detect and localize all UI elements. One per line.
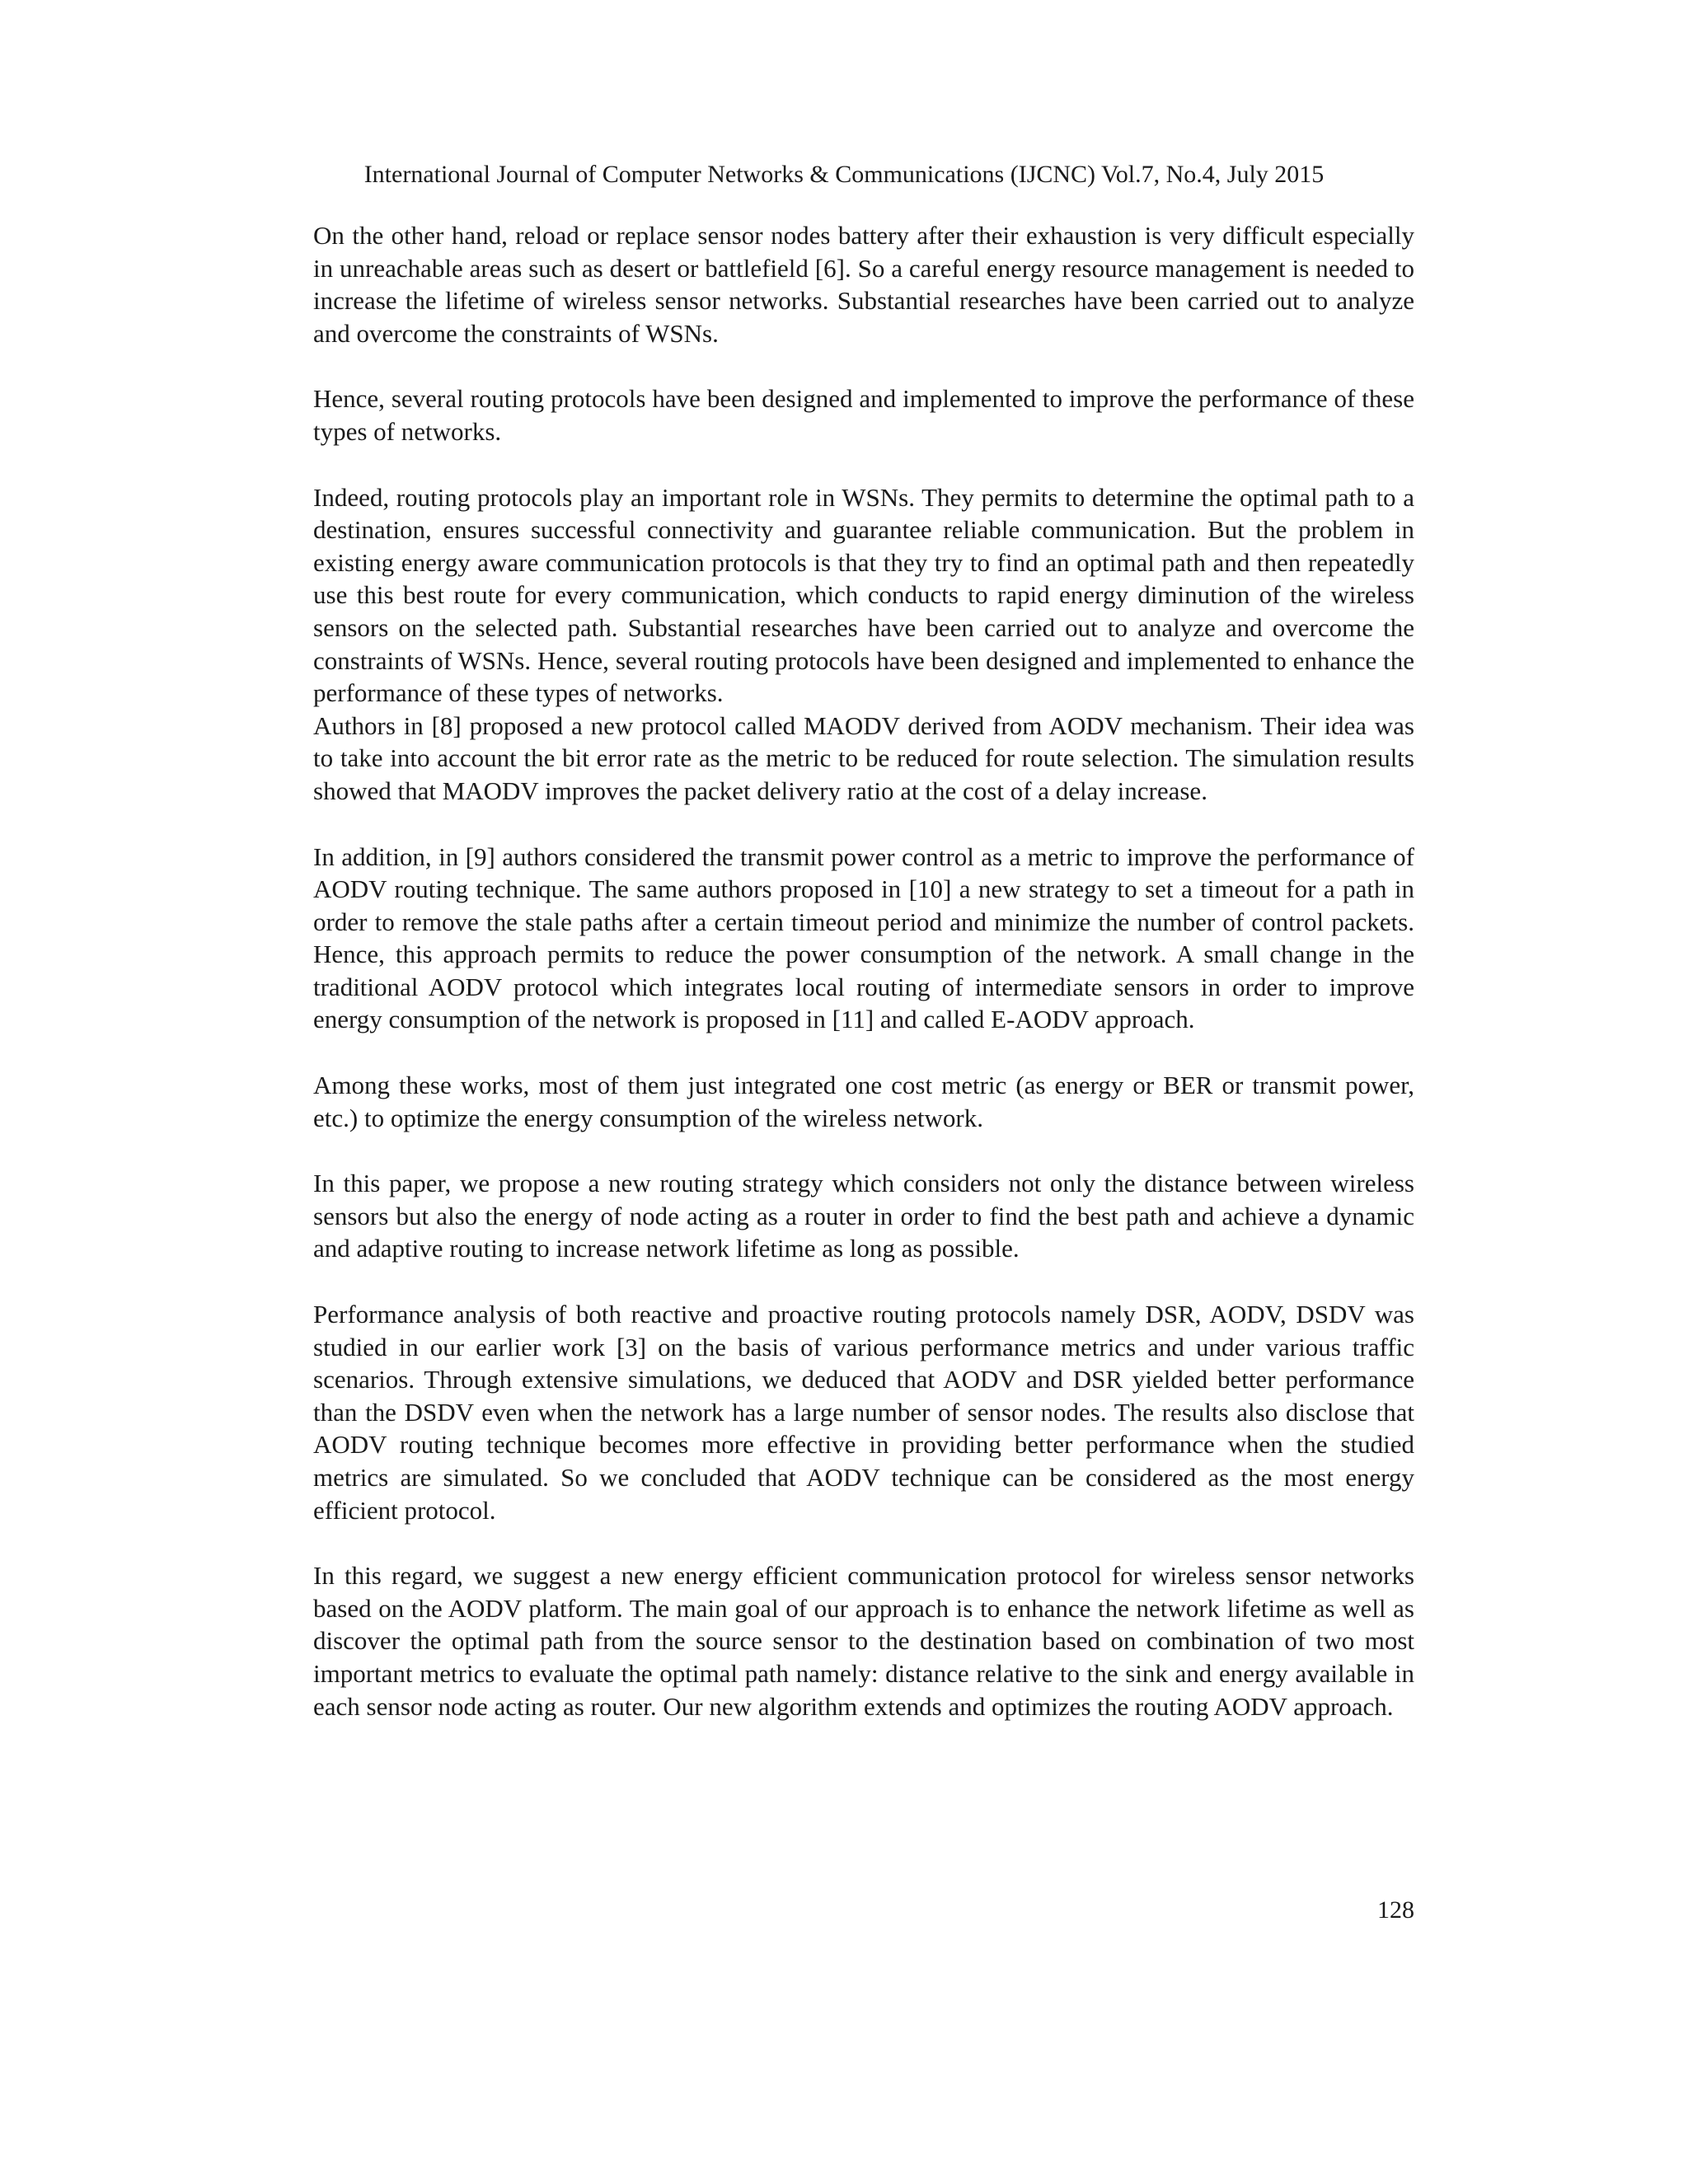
- paragraph-performance-analysis: Performance analysis of both reactive and proactive routing protocols namely DSR, AODV, DSDV was studied in our earlier work [3] on the basis of various performance metrics and under various traffic scenarios. Through extensive simulations, we deduced that AODV and DSR yielded better performance than the DSDV even when the network has a large number of sensor nodes. The results also disclose that AODV routing technique becomes more effective in providing better performance when the studied metrics are simulated. So we concluded that AODV technique can be considered as the most energy efficient protocol.: [313, 1300, 1414, 1525]
- paragraph-maodv: Authors in [8] proposed a new protocol called MAODV derived from AODV mechanism. Their idea was to take into account the bit error rate as the metric to be reduced for route selection. The simulation results showed that MAODV improves the packet delivery ratio at the cost of a delay increase.: [313, 710, 1414, 805]
- paragraph-proposal: In this paper, we propose a new routing strategy which considers not only the distance between wireless sensors but also the energy of node acting as a router in order to find the best path and achieve a dynamic and adaptive routing to increase network lifetime as long as possible.: [313, 1169, 1414, 1263]
- paragraph-new-protocol: In this regard, we suggest a new energy efficient communication protocol for wireless sensor networks based on the AODV platform. The main goal of our approach is to enhance the network lifetime as well as discover the optimal path from the source sensor to the destination based on combination of two most important metrics to evaluate the optimal path namely: distance relative to the sink and energy available in each sensor node acting as router. Our new algorithm extends and optimizes the routing AODV approach.: [313, 1561, 1414, 1721]
- paragraph-routing-protocols-designed: Hence, several routing protocols have been designed and implemented to improve the performance of these types of networks.: [313, 384, 1414, 446]
- page-number: 128: [1377, 1896, 1414, 1924]
- running-header: International Journal of Computer Networks & Communications (IJCNC) Vol.7, No.4, July 2015: [363, 161, 1325, 188]
- paragraph-battery-exhaustion: On the other hand, reload or replace sensor nodes battery after their exhaustion is very difficult especially in unreachable areas such as desert or battlefield [6]. So a careful energy resource management is needed to increase the lifetime of wireless sensor networks. Substantial researches have been carried out to analyze and overcome the constraints of WSNs.: [313, 221, 1414, 348]
- paragraph-cost-metric: Among these works, most of them just integrated one cost metric (as energy or BER or transmit power, etc.) to optimize the energy consumption of the wireless network.: [313, 1071, 1414, 1132]
- body-text: [313, 219, 1414, 1722]
- paragraph-routing-role: Indeed, routing protocols play an important role in WSNs. They permits to determine the optimal path to a destination, ensures successful connectivity and guarantee reliable communication. But the problem in existing energy aware communication protocols is that they try to find an optimal path and then repeatedly use this best route for every communication, which conducts to rapid energy diminution of the wireless sensors on the selected path. Substantial researches have been carried out to analyze and overcome the constraints of WSNs. Hence, several routing protocols have been designed and implemented to enhance the performance of these types of networks.: [313, 482, 1414, 708]
- paragraph-transmit-power: In addition, in [9] authors considered the transmit power control as a metric to improve the performance of AODV routing technique. The same authors proposed in [10] a new strategy to set a timeout for a path in order to remove the stale paths after a certain timeout period and minimize the number of control packets. Hence, this approach permits to reduce the power consumption of the network. A small change in the traditional AODV protocol which integrates local routing of intermediate sensors in order to improve energy consumption of the network is proposed in [11] and called E-AODV approach.: [313, 841, 1414, 1034]
